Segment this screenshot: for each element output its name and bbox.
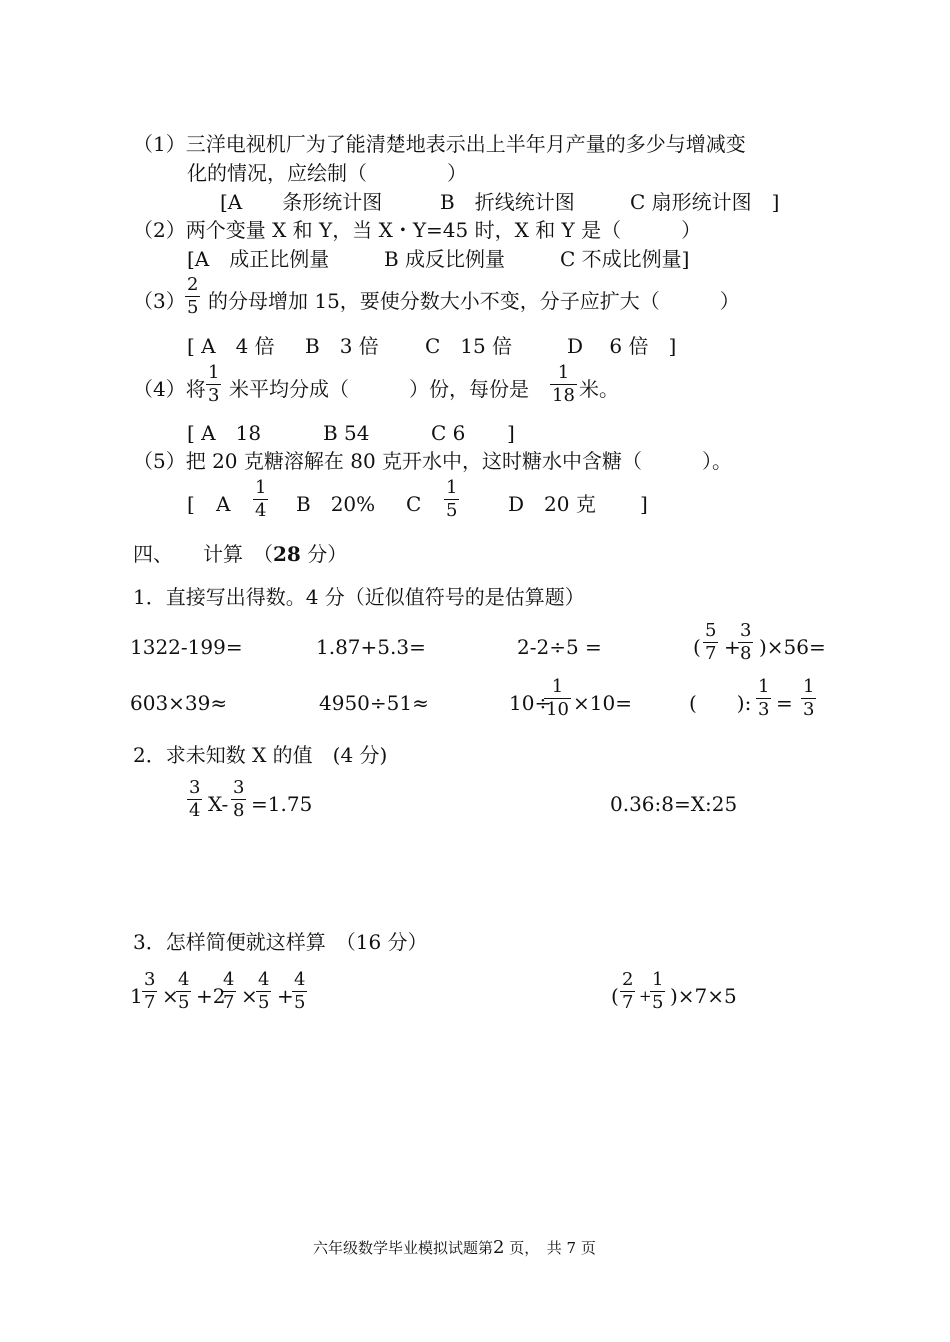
section4-heading: 四、 计算 （28 分） <box>133 542 348 566</box>
q4-middle: 米平均分成（ ）份，每份是 <box>229 377 529 401</box>
q4-option-c: C 6 <box>431 421 466 445</box>
q2-option-b: B 成反比例量 <box>384 247 506 271</box>
q4-fraction-1: 1 3 <box>208 362 220 406</box>
q5-bracket-close: ] <box>640 492 648 516</box>
simplify-a-fraction-3: 4 7 <box>223 969 235 1013</box>
simplify-b-tail: )×7×5 <box>670 984 737 1008</box>
calc-4-close: )×56= <box>759 635 826 659</box>
calc-8-a: ( ): <box>689 691 752 715</box>
simplify-a-plus-2: +2 <box>196 984 226 1008</box>
q5-fraction-a: 1 4 <box>255 477 267 521</box>
q1-option-a: [A 条形统计图 <box>220 190 383 214</box>
part2-title: 2．求未知数 X 的值 (4 分) <box>133 743 388 767</box>
q2-option-a: [A 成正比例量 <box>187 247 330 271</box>
q3-option-a: [ A 4 倍 <box>187 334 275 358</box>
eq2: 0.36:8=X:25 <box>610 792 738 816</box>
calc-2: 1.87+5.3= <box>316 635 426 659</box>
calc-7-a: 10÷ <box>509 691 552 715</box>
q3-prefix: （3） <box>133 289 186 313</box>
q3-option-c: C 15 倍 <box>425 334 513 358</box>
calc-1: 1322-199= <box>130 635 243 659</box>
simplify-b-fraction-2: 1 5 <box>652 969 664 1013</box>
simplify-a-whole: 1 <box>130 984 143 1008</box>
q5-label-b: B 20% <box>296 492 376 516</box>
q4-option-b: B 54 <box>323 421 370 445</box>
q2-line1: （2）两个变量 X 和 Y，当 X・Y=45 时，X 和 Y 是（ ） <box>133 218 702 242</box>
q5-bracket-open: [ <box>187 492 195 516</box>
q5-label-c: C <box>406 492 422 516</box>
simplify-b-open: ( <box>611 984 619 1008</box>
q5-label-a: A <box>216 492 231 516</box>
q5-line1: （5）把 20 克糖溶解在 80 克开水中，这时糖水中含糖（ ）。 <box>133 449 733 473</box>
simplify-a-times-1: × <box>162 984 179 1008</box>
calc-7-b: ×10= <box>573 691 632 715</box>
simplify-a-fraction-1: 3 7 <box>144 969 156 1013</box>
page-footer: 六年级数学毕业模拟试题第2 页， 共 7 页 <box>313 1237 596 1258</box>
calc-4-fraction-2: 3 8 <box>740 620 752 664</box>
eq1-fraction-2: 3 8 <box>233 777 245 821</box>
q5-label-d: D 20 克 <box>508 492 596 516</box>
simplify-b-plus: + <box>639 987 652 1005</box>
calc-4-fraction-1: 5 7 <box>705 620 717 664</box>
simplify-a-fraction-4: 4 5 <box>258 969 270 1013</box>
simplify-a-fraction-2: 4 5 <box>178 969 190 1013</box>
calc-8-fraction-1: 1 3 <box>758 676 770 720</box>
q4-suffix: 米。 <box>579 377 619 401</box>
calc-4-plus: + <box>724 635 741 659</box>
simplify-a-plus: + <box>277 984 294 1008</box>
q4-option-end: ] <box>507 421 515 445</box>
part1-title: 1．直接写出得数。4 分（近似值符号的是估算题） <box>133 585 585 609</box>
calc-8-fraction-2: 1 3 <box>803 676 815 720</box>
calc-7-fraction: 1 10 <box>546 676 569 720</box>
calc-3: 2-2÷5 = <box>517 635 602 659</box>
q1-option-c: C 扇形统计图 ] <box>630 190 780 214</box>
calc-5: 603×39≈ <box>130 691 228 715</box>
simplify-b-fraction-1: 2 7 <box>622 969 634 1013</box>
q5-fraction-c: 1 5 <box>446 477 458 521</box>
q1-option-b: B 折线统计图 <box>440 190 575 214</box>
q4-prefix: （4）将 <box>133 377 206 401</box>
eq1-middle: X- <box>208 792 229 816</box>
q3-fraction: 2 5 <box>187 274 199 318</box>
q3-text: 的分母增加 15，要使分数大小不变，分子应扩大（ ） <box>208 289 740 313</box>
q3-option-d: D 6 倍 ] <box>567 334 677 358</box>
q2-option-c: C 不成比例量] <box>560 247 690 271</box>
eq1-fraction-1: 3 4 <box>189 777 201 821</box>
calc-8-eq: = <box>776 691 793 715</box>
q3-option-b: B 3 倍 <box>305 334 379 358</box>
calc-4-open: ( <box>693 635 701 659</box>
q1-line2: 化的情况，应绘制（ ） <box>187 161 467 185</box>
simplify-a-times-2: × <box>241 984 258 1008</box>
q4-option-a: [ A 18 <box>187 421 262 445</box>
part3-title: 3．怎样简便就这样算 （16 分） <box>133 930 428 954</box>
q1-line1: （1）三洋电视机厂为了能清楚地表示出上半年月产量的多少与增减变 <box>133 132 746 156</box>
eq1-tail: =1.75 <box>251 792 313 816</box>
simplify-a-fraction-5: 4 5 <box>294 969 306 1013</box>
calc-6: 4950÷51≈ <box>319 691 429 715</box>
q4-fraction-2: 1 18 <box>552 362 575 406</box>
